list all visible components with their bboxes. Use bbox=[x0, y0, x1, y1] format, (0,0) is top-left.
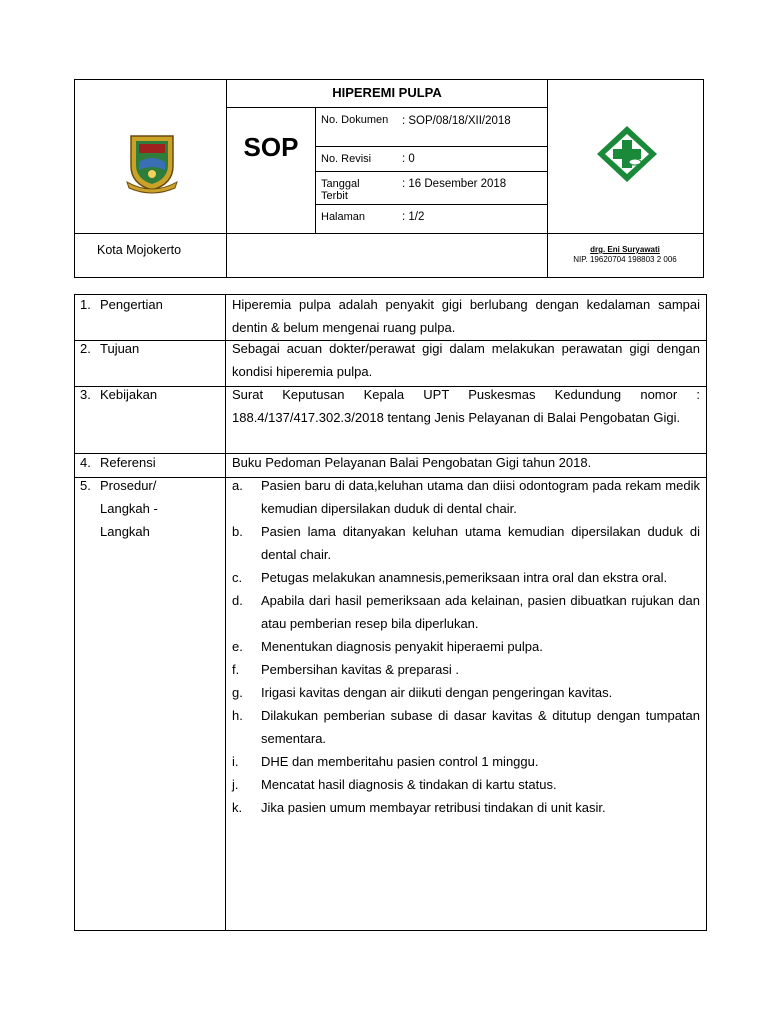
signer-nip: NIP. 19620704 198803 2 006 bbox=[573, 255, 677, 264]
procedure-step: h. Dilakukan pemberian subase di dasar kavitas & ditutup dengan tumpatan sementara. bbox=[232, 708, 700, 746]
section-text-reference: Buku Pedoman Pelayanan Balai Pengobatan Gigi tahun 2018. bbox=[232, 455, 592, 470]
doc-number-value: : SOP/08/18/XII/2018 bbox=[402, 115, 511, 127]
procedure-step: d. Apabila dari hasil pemeriksaan ada kelainan, pasien dibuatkan rujukan dan atau pemberian resep bila diperlukan. bbox=[232, 593, 700, 631]
procedure-step: c. Petugas melakukan anamnesis,pemeriksaan intra oral dan ekstra oral. bbox=[232, 570, 668, 585]
signer-name: drg. Eni Suryawati bbox=[590, 245, 660, 254]
doc-number-label: No. Dokumen bbox=[321, 114, 389, 126]
city-crest-logo bbox=[125, 132, 179, 194]
header-divider bbox=[315, 171, 547, 172]
procedure-steps bbox=[232, 474, 700, 819]
section-heading-reference: 4. Referensi bbox=[80, 455, 156, 470]
header-divider bbox=[315, 107, 316, 233]
header-divider bbox=[315, 146, 547, 147]
section-text-policy: Surat Keputusan Kepala UPT Puskesmas Kedundung nomor : 188.4/137/417.302.3/2018 tentang Jenis Pelayanan di Balai Pengobatan Gigi. bbox=[232, 387, 700, 425]
column-divider bbox=[225, 295, 226, 930]
header-divider bbox=[315, 204, 547, 205]
procedure-step: i. DHE dan memberitahu pasien control 1 minggu. bbox=[232, 754, 539, 769]
revision-value: : 0 bbox=[402, 153, 415, 165]
section-heading-procedure: 5. Prosedur/ Langkah - Langkah bbox=[80, 478, 158, 539]
signature-block bbox=[547, 245, 703, 265]
procedure-step: k. Jika pasien umum membayar retribusi tindakan di unit kasir. bbox=[232, 800, 606, 815]
section-text-purpose: Sebagai acuan dokter/perawat gigi dalam melakukan perawatan gigi dengan kondisi hiperemia pulpa. bbox=[232, 341, 700, 379]
procedure-step: b. Pasien lama ditanyakan keluhan utama kemudian dipersilakan duduk di dental chair. bbox=[232, 524, 700, 562]
header-divider bbox=[226, 107, 547, 108]
issue-date-value: : 16 Desember 2018 bbox=[402, 178, 507, 190]
procedure-step: a. Pasien baru di data,keluhan utama dan diisi odontogram pada rekam medik kemudian dipersilakan duduk di dental chair. bbox=[232, 478, 700, 516]
procedure-step: e. Menentukan diagnosis penyakit hiperaemi pulpa. bbox=[232, 639, 543, 654]
city-name: Kota Mojokerto bbox=[97, 243, 182, 257]
procedure-step: f. Pembersihan kavitas & preparasi . bbox=[232, 662, 459, 677]
issue-date-label: Tanggal Terbit bbox=[321, 178, 360, 202]
sop-label: SOP bbox=[243, 132, 299, 162]
procedure-step-list bbox=[232, 474, 700, 819]
header-divider bbox=[226, 80, 227, 277]
section-text-definition: Hiperemia pulpa adalah penyakit gigi berlubang dengan kedalaman sampai dentin & belum mengenai ruang pulpa. bbox=[232, 297, 700, 335]
sop-content-table bbox=[74, 294, 707, 931]
revision-label: No. Revisi bbox=[321, 153, 372, 165]
section-heading-definition: 1. Pengertian bbox=[80, 297, 163, 312]
section-heading-policy: 3. Kebijakan bbox=[80, 387, 158, 402]
procedure-step: g. Irigasi kavitas dengan air diikuti dengan pengeringan kavitas. bbox=[232, 685, 613, 700]
page-value: : 1/2 bbox=[402, 211, 425, 223]
section-heading-purpose: 2. Tujuan bbox=[80, 341, 140, 356]
sop-header bbox=[74, 79, 704, 278]
puskesmas-logo bbox=[591, 122, 663, 186]
page-label: Halaman bbox=[321, 211, 366, 223]
header-divider bbox=[75, 233, 703, 234]
document-title: HIPEREMI PULPA bbox=[332, 85, 442, 100]
procedure-step: j. Mencatat hasil diagnosis & tindakan di kartu status. bbox=[232, 777, 557, 792]
